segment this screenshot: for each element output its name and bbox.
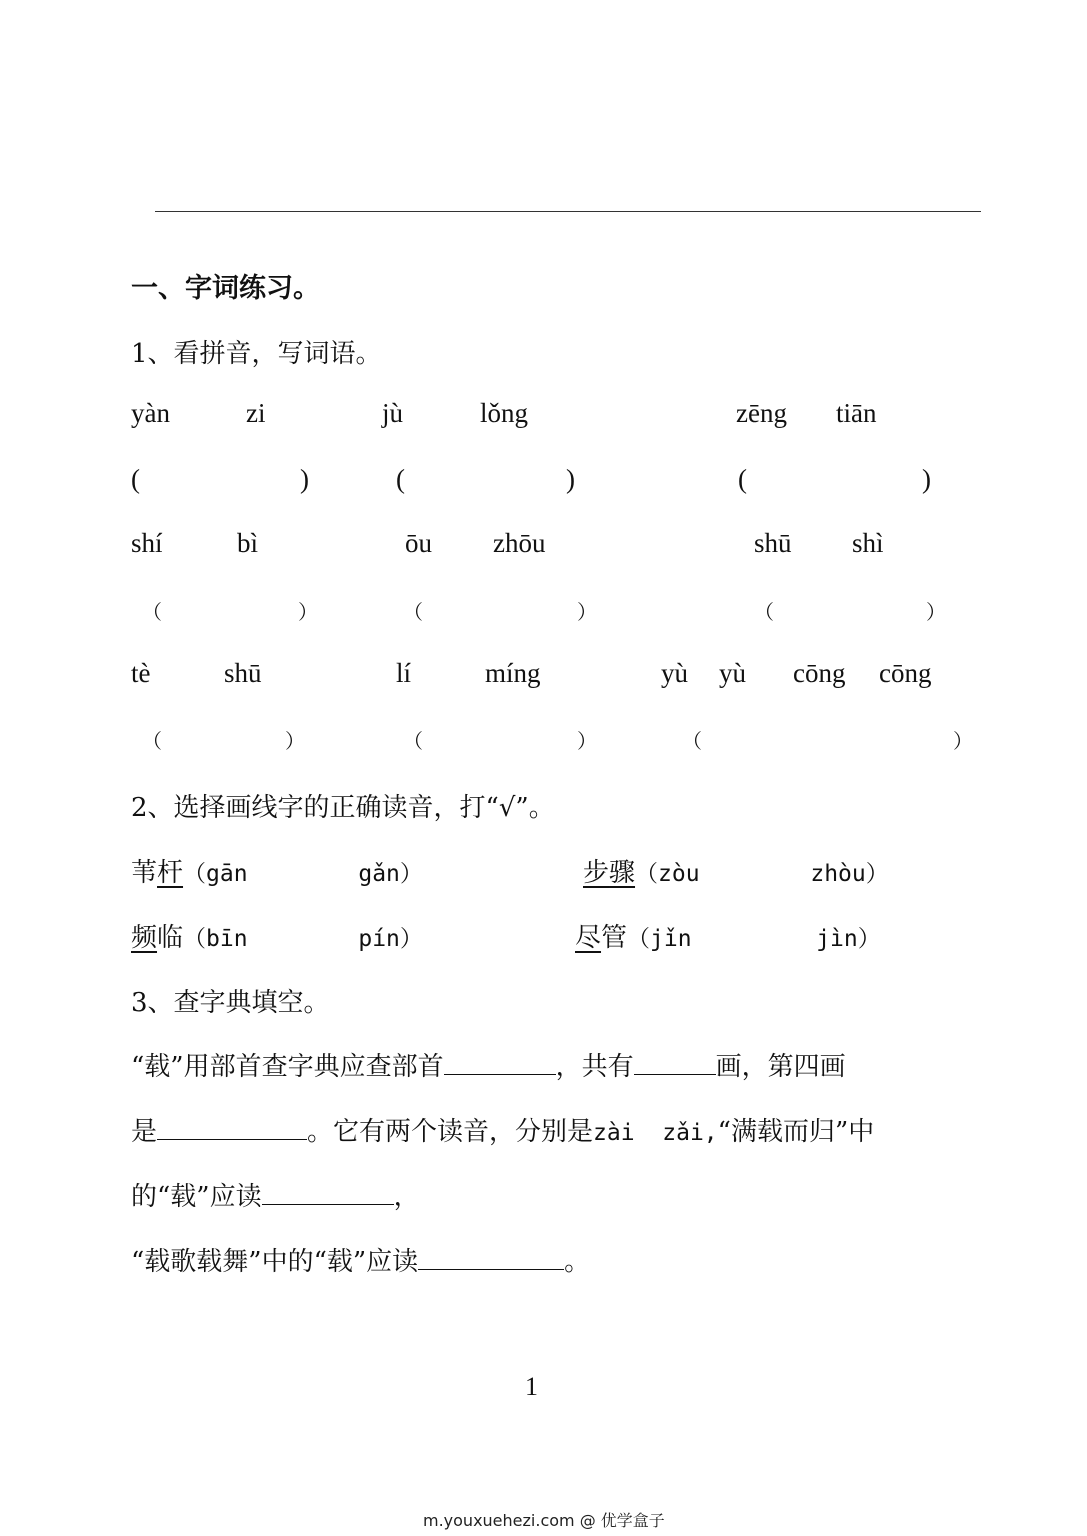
reading-choice-item bbox=[131, 917, 423, 954]
text: ， bbox=[393, 1182, 420, 1212]
reading-options: （jǐn jìn） bbox=[627, 926, 881, 952]
answer-paren-open: （ bbox=[142, 600, 162, 624]
pinyin: yàn bbox=[131, 398, 170, 428]
pinyin: shū bbox=[224, 658, 262, 688]
pinyin: shū bbox=[754, 528, 792, 558]
fill-line-1 bbox=[131, 1046, 846, 1083]
reading-options: （bīn pín） bbox=[183, 926, 423, 952]
underlined-char: 步 bbox=[583, 858, 610, 888]
answer-blank-reading-1[interactable] bbox=[262, 1180, 394, 1205]
pinyin: tiān bbox=[836, 398, 877, 428]
answer-blank-stroke-count[interactable] bbox=[634, 1050, 716, 1075]
text: “载歌载舞”中的“载”应读 bbox=[131, 1247, 419, 1277]
pinyin: lí bbox=[396, 658, 412, 688]
pinyin: lǒng bbox=[480, 398, 529, 428]
word-char: 骤 bbox=[609, 858, 636, 888]
pinyin: jù bbox=[382, 398, 404, 428]
reading-options: （zòu zhòu） bbox=[635, 861, 889, 887]
text: 。它有两个读音，分别是 bbox=[307, 1117, 594, 1147]
answer-paren-close: ） bbox=[298, 600, 318, 624]
answer-paren-open: ( bbox=[738, 464, 747, 494]
pinyin: tè bbox=[131, 658, 151, 688]
underlined-char: 频 bbox=[131, 923, 158, 953]
footer-watermark: m.youxuehezi.com @ 优学盒子 bbox=[423, 1511, 665, 1530]
page-number: 1 bbox=[525, 1372, 538, 1401]
answer-paren-close: ） bbox=[577, 600, 597, 624]
word-char: 临 bbox=[157, 923, 184, 953]
pinyin: zēng bbox=[736, 398, 787, 428]
question-3-title: 3、查字典填空。 bbox=[131, 988, 330, 1018]
answer-paren-open: ( bbox=[131, 464, 140, 494]
answer-paren-close: ) bbox=[566, 464, 575, 494]
text: “满载而归”中 bbox=[717, 1117, 875, 1147]
word-char: 苇 bbox=[131, 858, 158, 888]
text: 是 bbox=[131, 1117, 158, 1147]
text: ，共有 bbox=[555, 1052, 634, 1082]
answer-blank-reading-2[interactable] bbox=[418, 1245, 564, 1270]
answer-paren-close: ) bbox=[300, 464, 309, 494]
answer-blank-fourth-stroke[interactable] bbox=[157, 1115, 307, 1140]
answer-blank-radical[interactable] bbox=[444, 1050, 556, 1075]
pinyin: zi bbox=[246, 398, 266, 428]
reading-choice-item bbox=[131, 852, 423, 889]
pinyin: yù bbox=[719, 658, 746, 688]
header-rule bbox=[155, 211, 981, 212]
underlined-char: 杆 bbox=[157, 858, 184, 888]
answer-paren-close: ) bbox=[922, 464, 931, 494]
answer-paren-open: （ bbox=[142, 729, 162, 753]
pinyin: cōng bbox=[793, 658, 846, 688]
section-title: 一、字词练习。 bbox=[131, 273, 320, 304]
answer-paren-open: （ bbox=[754, 600, 774, 624]
pinyin: yù bbox=[661, 658, 688, 688]
pinyin: míng bbox=[485, 658, 541, 688]
answer-paren-open: （ bbox=[682, 729, 702, 753]
pinyin: ōu bbox=[405, 528, 432, 558]
answer-paren-open: （ bbox=[403, 729, 423, 753]
fill-line-3 bbox=[131, 1176, 420, 1213]
question-1-title: 1、看拼音，写词语。 bbox=[131, 339, 382, 369]
pinyin-readings: zài zǎi, bbox=[593, 1120, 718, 1146]
text: 的“载”应读 bbox=[131, 1182, 262, 1212]
text: 画，第四画 bbox=[715, 1052, 846, 1082]
answer-paren-close: ） bbox=[926, 600, 946, 624]
answer-paren-open: （ bbox=[403, 600, 423, 624]
answer-paren-close: ） bbox=[285, 729, 305, 753]
reading-choice-item bbox=[575, 917, 881, 954]
question-2-title: 2、选择画线字的正确读音，打“√”。 bbox=[131, 793, 555, 823]
pinyin: bì bbox=[237, 528, 259, 558]
text: 。 bbox=[564, 1247, 591, 1277]
fill-line-4 bbox=[131, 1241, 590, 1278]
pinyin: shí bbox=[131, 528, 163, 558]
text: “载”用部首查字典应查部首 bbox=[131, 1052, 444, 1082]
answer-paren-open: ( bbox=[396, 464, 405, 494]
fill-line-2 bbox=[131, 1111, 874, 1148]
pinyin: cōng bbox=[879, 658, 932, 688]
pinyin: zhōu bbox=[493, 528, 546, 558]
underlined-char: 尽 bbox=[575, 923, 602, 953]
answer-paren-close: ） bbox=[953, 729, 973, 753]
reading-choice-item bbox=[583, 852, 889, 889]
word-char: 管 bbox=[601, 923, 628, 953]
reading-options: （gān gǎn） bbox=[183, 861, 423, 887]
pinyin: shì bbox=[852, 528, 884, 558]
answer-paren-close: ） bbox=[577, 729, 597, 753]
